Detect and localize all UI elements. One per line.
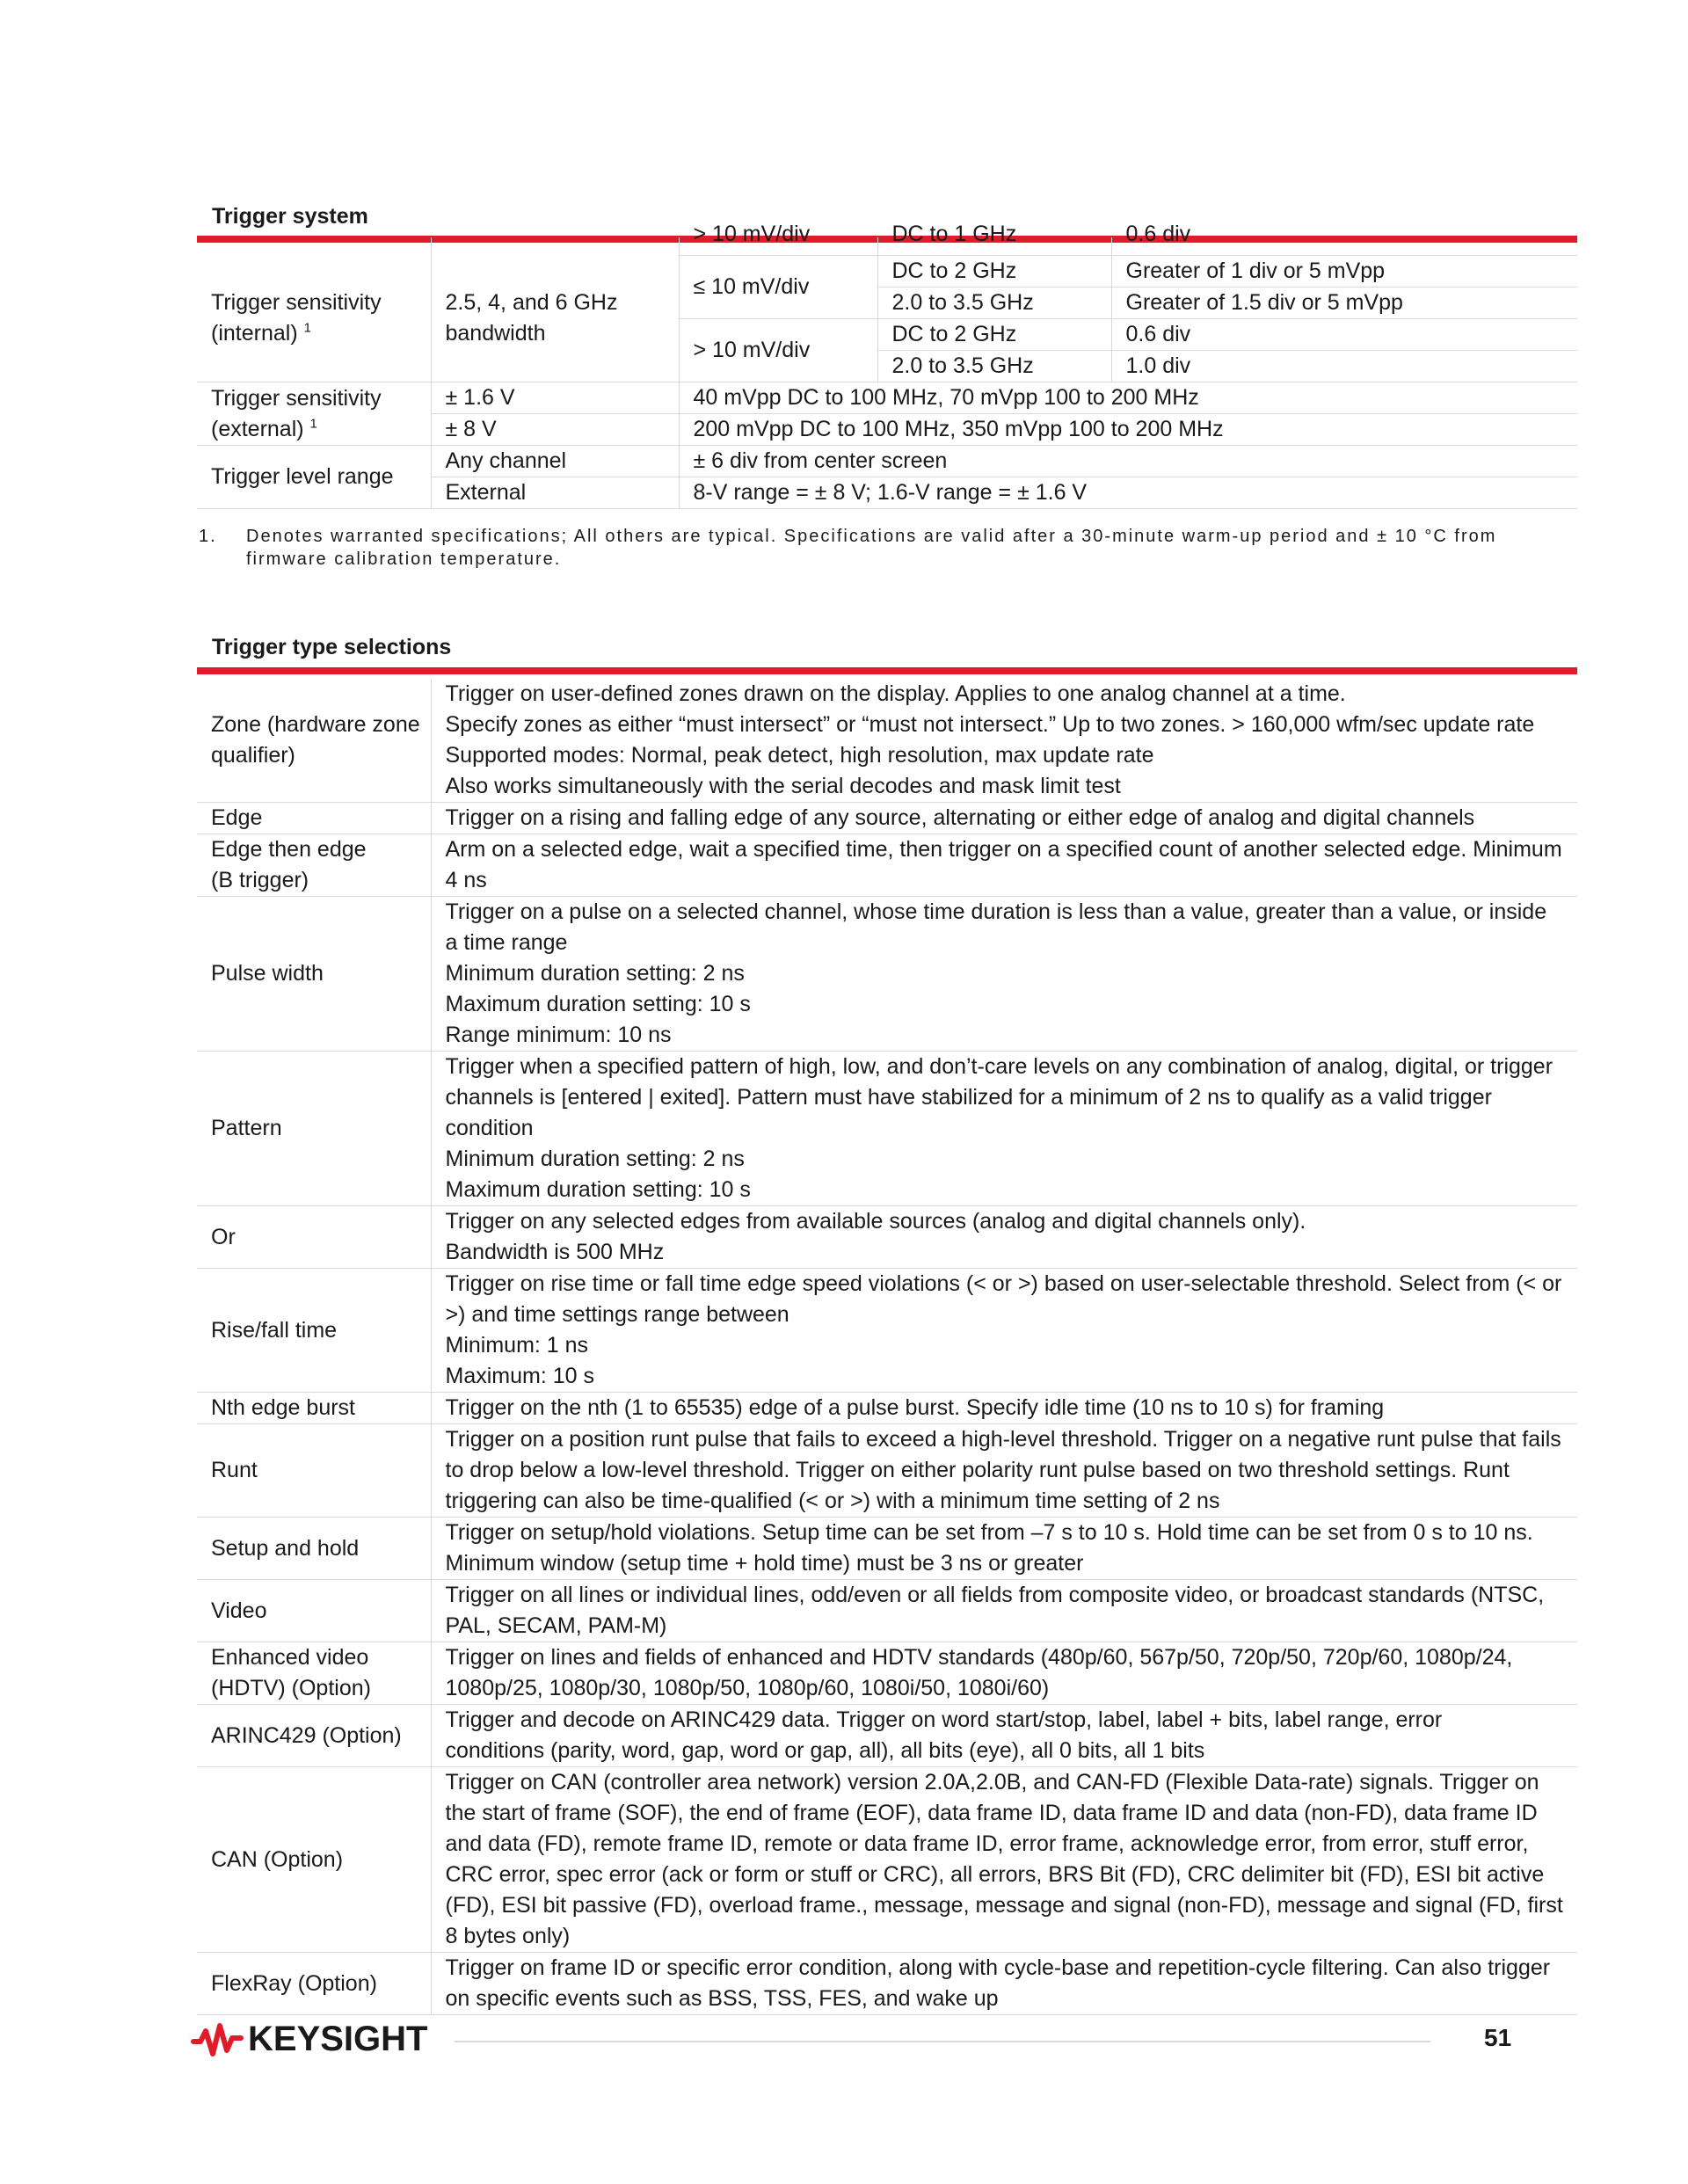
trigger-type-name: CAN (Option): [197, 1767, 431, 1953]
trigger-system-table: [197, 222, 1577, 509]
trigger-type-description: Trigger on lines and fields of enhanced and HDTV standards (480p/60, 567p/50, 720p/50, 720p/60, 1080p/24, 1080p/25, 1080p/30, 1080p/50, 1080p/60, 1080i/50, 1080i/60): [431, 1642, 1577, 1705]
table-cell: Greater of 1 div or 5 mVpp: [1111, 256, 1577, 288]
trigger-type-description: Trigger on a rising and falling edge of any source, alternating or either edge of analog and digital channels: [431, 803, 1577, 834]
table-cell: External: [431, 477, 679, 509]
trigger-type-name: Rise/fall time: [197, 1269, 431, 1393]
row-label: Trigger sensitivity (internal) $^1$: [197, 237, 431, 382]
table-row: [197, 1206, 1577, 1269]
table-row: [197, 1269, 1577, 1393]
table-row: [197, 1767, 1577, 1953]
section-title-trigger-system: Trigger system: [212, 204, 368, 229]
table-row: [197, 237, 1577, 256]
table-cell: 2.0 to 3.5 GHz: [877, 351, 1111, 382]
table-row: [197, 1642, 1577, 1705]
table-row: [197, 1052, 1577, 1206]
table-row: [197, 897, 1577, 1052]
trigger-type-description: Trigger when a specified pattern of high, low, and don’t-care levels on any combination of analog, digital, or trigger channels is [entered | exited]. Pattern must have stabilized for a minimum of 2 ns to qualify as a valid trigger condition Minimum duration setting: 2 ns Maximum duration setting: 10 s: [431, 1052, 1577, 1206]
trigger-type-name: Video: [197, 1580, 431, 1642]
footnote-number: 1.: [199, 527, 217, 546]
table-cell: 2.0 to 3.5 GHz: [877, 288, 1111, 319]
table-cell: DC to 2 GHz: [877, 319, 1111, 351]
table-cell: 8-V range = ± 8 V; 1.6-V range = ± 1.6 V: [679, 477, 1577, 509]
table-cell: 40 mVpp DC to 100 MHz, 70 mVpp 100 to 200 MHz: [679, 382, 1577, 414]
table-row: [197, 1705, 1577, 1767]
trigger-type-description: Trigger on frame ID or specific error condition, along with cycle-base and repetition-cycle filtering. Can also trigger on specific events such as BSS, TSS, FES, and wake up: [431, 1953, 1577, 2015]
row-label: Trigger sensitivity (external) $^1$: [197, 382, 431, 446]
trigger-type-description: Trigger on a pulse on a selected channel, whose time duration is less than a value, greater than a value, or inside a time range Minimum duration setting: 2 ns Maximum duration setting: 10 s Range minimum: 10 ns: [431, 897, 1577, 1052]
trigger-types-table: [197, 679, 1577, 2015]
table-row: [197, 679, 1577, 803]
trigger-type-description: Trigger on CAN (controller area network) version 2.0A,2.0B, and CAN-FD (Flexible Data-rate) signals. Trigger on the start of frame (SOF), the end of frame (EOF), data frame ID, data frame ID and data (non-FD), data frame ID and data (FD), remote frame ID, remote or data frame ID, error frame, acknowledge error, from error, stuff error, CRC error, spec error (ack or form or stuff or CRC), all errors, BRS Bit (FD), CRC delimiter bit (FD), ESI bit active (FD), ESI bit passive (FD), overload frame., message, message and signal (non-FD), message and signal (FD, first 8 bytes only): [431, 1767, 1577, 1953]
trigger-type-description: Trigger on any selected edges from available sources (analog and digital channels only). Bandwidth is 500 MHz: [431, 1206, 1577, 1269]
trigger-type-name: ARINC429 (Option): [197, 1705, 431, 1767]
table-cell: Greater of 1.5 div or 5 mVpp: [1111, 288, 1577, 319]
brand-name: KEYSIGHT: [248, 2020, 428, 2058]
trigger-type-name: Or: [197, 1206, 431, 1269]
trigger-type-name: Nth edge burst: [197, 1393, 431, 1424]
table-cell: Any channel: [431, 446, 679, 477]
row-label: Trigger level range: [197, 446, 431, 509]
table-row: [197, 446, 1577, 477]
trigger-type-name: Edge: [197, 803, 431, 834]
trigger-type-description: Arm on a selected edge, wait a specified time, then trigger on a specified count of another selected edge. Minimum 4 ns: [431, 834, 1577, 897]
table-cell: ± 6 div from center screen: [679, 446, 1577, 477]
keysight-wave-icon: [192, 2020, 243, 2059]
table-row: [197, 1518, 1577, 1580]
trigger-type-description: Trigger on all lines or individual lines, odd/even or all fields from composite video, or broadcast standards (NTSC, PAL, SECAM, PAM-M): [431, 1580, 1577, 1642]
trigger-type-name: Pulse width: [197, 897, 431, 1052]
footer-divider: [455, 2041, 1430, 2042]
section-title-trigger-types: Trigger type selections: [212, 635, 452, 659]
table-cell: > 10 mV/div: [679, 237, 877, 256]
trigger-type-description: Trigger on setup/hold violations. Setup time can be set from –7 s to 10 s. Hold time can be set from 0 s to 10 ns. Minimum window (setup time + hold time) must be 3 ns or greater: [431, 1518, 1577, 1580]
trigger-type-name: Edge then edge (B trigger): [197, 834, 431, 897]
trigger-type-description: Trigger on the nth (1 to 65535) edge of a pulse burst. Specify idle time (10 ns to 10 s) for framing: [431, 1393, 1577, 1424]
trigger-type-name: Setup and hold: [197, 1518, 431, 1580]
page-number: 51: [1484, 2024, 1512, 2051]
trigger-type-name: Runt: [197, 1424, 431, 1518]
table-row: [197, 1393, 1577, 1424]
table-cell: ± 1.6 V: [431, 382, 679, 414]
table-cell: 1.0 div: [1111, 351, 1577, 382]
table-cell: ± 8 V: [431, 414, 679, 446]
trigger-type-name: Zone (hardware zone qualifier): [197, 679, 431, 803]
trigger-type-description: Trigger on a position runt pulse that fails to exceed a high-level threshold. Trigger on a negative runt pulse that fails to drop below a low-level threshold. Trigger on either polarity runt pulse based on two threshold settings. Runt triggering can also be time-qualified (< or >) with a minimum time setting of 2 ns: [431, 1424, 1577, 1518]
trigger-type-description: Trigger and decode on ARINC429 data. Trigger on word start/stop, label, label + bits, label range, error conditions (parity, word, gap, word or gap, all), all bits (eye), all 0 bits, all 1 bits: [431, 1705, 1577, 1767]
trigger-type-description: Trigger on user-defined zones drawn on the display. Applies to one analog channel at a time. Specify zones as either “must intersect” or “must not intersect.” Up to two zones. > 160,000 wfm/sec update rate Supported modes: Normal, peak detect, high resolution, max update rate Also works simultaneously with the serial decodes and mask limit test: [431, 679, 1577, 803]
trigger-type-name: Enhanced video (HDTV) (Option): [197, 1642, 431, 1705]
trigger-type-name: FlexRay (Option): [197, 1953, 431, 2015]
trigger-type-description: Trigger on rise time or fall time edge speed violations (< or >) based on user-selectable threshold. Select from (< or >) and time settings range between Minimum: 1 ns Maximum: 10 s: [431, 1269, 1577, 1393]
trigger-type-name: Pattern: [197, 1052, 431, 1206]
footnote-text: Denotes warranted specifications; All others are typical. Specifications are valid after a 30-minute warm-up period and ± 10 °C from firmware calibration temperature.: [246, 527, 1497, 569]
table-cell: DC to 1 GHz: [877, 237, 1111, 256]
table-row: [197, 803, 1577, 834]
table-cell: DC to 2 GHz: [877, 256, 1111, 288]
table-cell: > 10 mV/div: [679, 319, 877, 382]
table-cell: 0.6 div: [1111, 237, 1577, 256]
table-row: [197, 834, 1577, 897]
table-row: [197, 1953, 1577, 2015]
table-cell: 200 mVpp DC to 100 MHz, 350 mVpp 100 to 200 MHz: [679, 414, 1577, 446]
section-divider: [197, 667, 1577, 674]
table-row: [197, 382, 1577, 414]
keysight-logo: [192, 2020, 427, 2059]
bandwidth-cell: 2.5, 4, and 6 GHz bandwidth: [431, 237, 679, 382]
table-row: [197, 1424, 1577, 1518]
table-cell: ≤ 10 mV/div: [679, 256, 877, 319]
table-row: [197, 1580, 1577, 1642]
table-cell: 0.6 div: [1111, 319, 1577, 351]
